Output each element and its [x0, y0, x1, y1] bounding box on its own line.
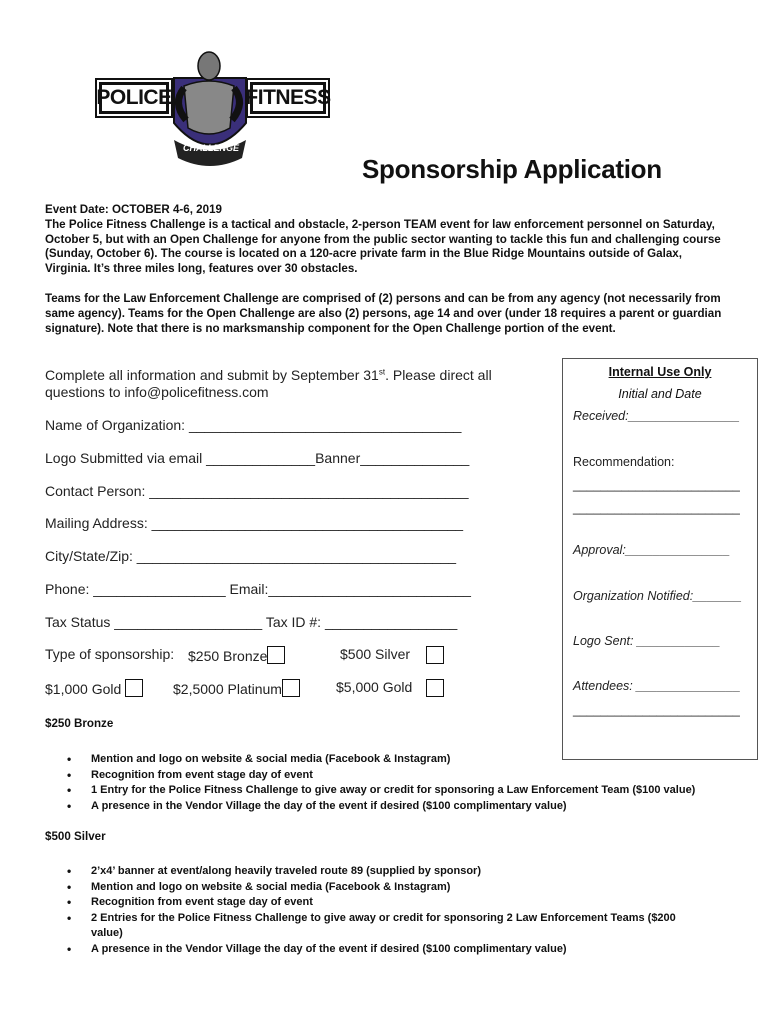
recommendation-line-2[interactable]: ________________________: [573, 501, 740, 515]
bronze-checkbox[interactable]: [267, 646, 285, 664]
silver-heading: $500 Silver: [45, 830, 106, 843]
instructions-text: Complete all information and submit by September 31: [45, 367, 379, 383]
recommendation-line-1[interactable]: ________________________: [573, 478, 740, 492]
internal-use-heading: Internal Use Only: [608, 365, 712, 379]
gold-5000-checkbox[interactable]: [426, 679, 444, 697]
logo-sent-field[interactable]: Logo Sent: ____________: [573, 634, 721, 648]
bronze-option[interactable]: [188, 646, 285, 664]
gold-1000-label: $1,000 Gold: [45, 681, 122, 697]
logo-challenge-text: CHALLENGE: [183, 143, 239, 153]
teams-description: Teams for the Law Enforcement Challenge are comprised of (2) persons and can be from any agency (not necessarily from same agency). Teams for the Open Challenge are also (2) persons, age 14 and over (under 18 requires a parent or guardian signature). Note that there is no marksmanship component for the Open Challenge portion of the event.: [45, 292, 722, 335]
organization-notified-field[interactable]: Organization Notified:_______: [573, 589, 742, 603]
platinum-checkbox[interactable]: [282, 679, 300, 697]
submit-instructions: [45, 367, 492, 383]
list-item: • Mention and logo on website & social media (Facebook & Instagram): [45, 752, 735, 768]
bronze-option-label: $250 Bronze: [188, 648, 268, 664]
internal-use-subheading: Initial and Date: [618, 387, 702, 401]
list-item: • A presence in the Vendor Village the day of the event if desired ($100 complimentary value): [45, 799, 735, 815]
logo-banner-field[interactable]: Logo Submitted via email ______________Banner______________: [45, 450, 470, 466]
mailing-address-field[interactable]: Mailing Address: ________________________________________: [45, 515, 464, 531]
silver-option[interactable]: [340, 646, 410, 662]
list-item: • 1 Entry for the Police Fitness Challenge to give away or credit for sponsoring a Law Enforcement Team ($100 value): [45, 783, 735, 799]
police-fitness-challenge-logo: [96, 48, 331, 173]
list-item: • 2 Entries for the Police Fitness Challenge to give away or credit for sponsoring 2 Law Enforcement Teams ($200 value): [45, 911, 695, 942]
event-intro: [45, 203, 725, 277]
gold-1000-checkbox[interactable]: [125, 679, 143, 697]
event-description: The Police Fitness Challenge is a tactical and obstacle, 2-person TEAM event for law enforcement personnel on Saturday, October 5, but with an Open Challenge for anyone from the public sector wanting to tackle this fun and challenging course (Sunday, October 6). The course is located on a 120-acre private farm in the Blue Ridge Mountains outside of Galax, Virginia. It’s three miles long, features over 30 obstacles.: [45, 217, 721, 276]
silver-checkbox[interactable]: [426, 646, 444, 664]
sponsorship-type-row: [45, 646, 174, 662]
bronze-heading: $250 Bronze: [45, 717, 114, 730]
bronze-benefits-list: [45, 752, 735, 814]
city-state-zip-field[interactable]: City/State/Zip: _________________________________________: [45, 548, 457, 564]
approval-field[interactable]: Approval:_______________: [573, 543, 731, 557]
phone-email-field[interactable]: Phone: _________________ Email:__________________________: [45, 581, 471, 597]
list-item: • Mention and logo on website & social media (Facebook & Instagram): [45, 880, 695, 896]
internal-use-box: [562, 358, 758, 760]
list-item: • Recognition from event stage day of event: [45, 895, 695, 911]
event-date: Event Date: OCTOBER 4-6, 2019: [45, 203, 222, 216]
instructions-sup: st: [378, 367, 386, 377]
instructions-text-end: . Please direct all: [385, 367, 492, 383]
attendees-line[interactable]: ________________________: [573, 703, 740, 717]
platinum-option[interactable]: [173, 679, 300, 697]
list-item: • Recognition from event stage day of event: [45, 768, 735, 784]
contact-email-instructions: questions to info@policefitness.com: [45, 384, 269, 400]
gold-5000-option[interactable]: [336, 679, 412, 695]
attendees-field[interactable]: Attendees: _______________: [573, 679, 741, 693]
page-title: Sponsorship Application: [362, 154, 662, 184]
gold-5000-label: $5,000 Gold: [336, 679, 413, 695]
gold-1000-option[interactable]: [45, 679, 143, 697]
list-item: • 2’x4’ banner at event/along heavily traveled route 89 (supplied by sponsor): [45, 864, 695, 880]
received-field[interactable]: Received:________________: [573, 409, 740, 423]
sponsorship-type-label: Type of sponsorship:: [45, 646, 175, 662]
list-item: • A presence in the Vendor Village the day of the event if desired ($100 complimentary value): [45, 942, 695, 958]
recommendation-label: Recommendation:: [573, 455, 675, 469]
logo-police-text: POLICE: [96, 86, 172, 109]
organization-field[interactable]: Name of Organization: ___________________________________: [45, 417, 462, 433]
logo-fitness-text: FITNESS: [245, 86, 331, 109]
platinum-label: $2,5000 Platinum: [173, 681, 282, 697]
tax-field[interactable]: Tax Status ___________________ Tax ID #: _________________: [45, 614, 458, 630]
silver-benefits-list: [45, 864, 695, 957]
contact-person-field[interactable]: Contact Person: _________________________________________: [45, 483, 469, 499]
silver-option-label: $500 Silver: [340, 646, 411, 662]
